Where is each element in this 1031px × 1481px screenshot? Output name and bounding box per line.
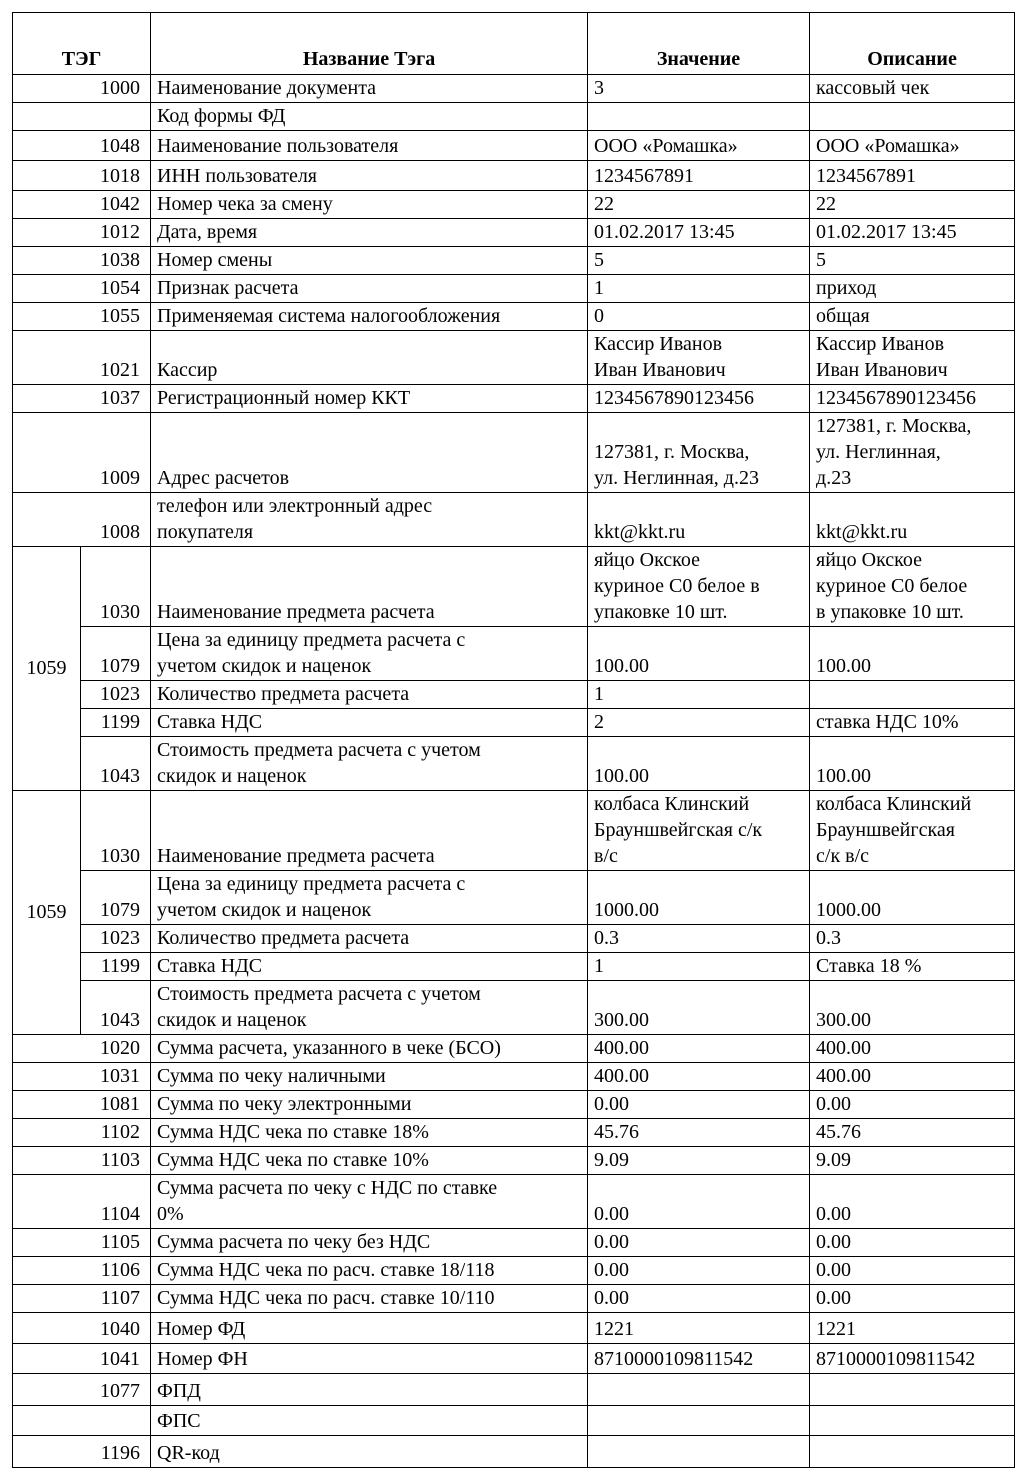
tag-value	[588, 1374, 810, 1406]
tag-description: Ставка 18 %	[810, 953, 1015, 981]
tag-number: 1104	[13, 1175, 151, 1229]
table-header-row	[13, 13, 1015, 75]
tag-name: Номер чека за смену	[151, 191, 588, 219]
tag-number: 1018	[13, 161, 151, 191]
tag-number: 1055	[13, 303, 151, 331]
tag-number: 1054	[13, 275, 151, 303]
tag-name: Сумма расчета по чеку с НДС по ставке 0%	[151, 1175, 588, 1229]
tag-number	[13, 1406, 151, 1436]
tag-number: 1000	[13, 75, 151, 103]
table-row	[13, 161, 1015, 191]
tag-description: 400.00	[810, 1063, 1015, 1091]
tag-value: 1	[588, 681, 810, 709]
tag-description	[810, 1374, 1015, 1406]
header-value: Значение	[588, 13, 810, 75]
tag-name: Сумма НДС чека по расч. ставке 18/118	[151, 1257, 588, 1285]
tag-value	[588, 103, 810, 131]
tag-description	[810, 681, 1015, 709]
table-row	[13, 303, 1015, 331]
tag-value: 0.3	[588, 925, 810, 953]
tag-name: Сумма по чеку наличными	[151, 1063, 588, 1091]
table-row	[13, 547, 1015, 627]
tag-name: Цена за единицу предмета расчета с учетом скидок и наценок	[151, 627, 588, 681]
tag-description: 8710000109811542	[810, 1344, 1015, 1374]
tag-description: 0.00	[810, 1091, 1015, 1119]
tag-value: 0	[588, 303, 810, 331]
tag-number: 1009	[13, 413, 151, 493]
tag-name: Сумма НДС чека по ставке 10%	[151, 1147, 588, 1175]
tag-name: Номер смены	[151, 247, 588, 275]
table-row	[13, 75, 1015, 103]
tag-value: 1221	[588, 1313, 810, 1344]
tag-value: kkt@kkt.ru	[588, 493, 810, 547]
header-description: Описание	[810, 13, 1015, 75]
table-row	[13, 1285, 1015, 1313]
table-row	[13, 247, 1015, 275]
table-row	[13, 1035, 1015, 1063]
tag-value: колбаса Клинский Брауншвейгская с/к в/с	[588, 791, 810, 871]
tag-description: яйцо Окское куриное С0 белое в упаковке 10 шт.	[810, 547, 1015, 627]
tag-name: Стоимость предмета расчета с учетом скидок и наценок	[151, 737, 588, 791]
tag-description: колбаса Клинский Брауншвейгская с/к в/с	[810, 791, 1015, 871]
tag-description: 300.00	[810, 981, 1015, 1035]
tag-number: 1079	[81, 871, 151, 925]
tag-description	[810, 1436, 1015, 1468]
tag-description: 400.00	[810, 1035, 1015, 1063]
tag-number: 1031	[13, 1063, 151, 1091]
tag-description	[810, 1406, 1015, 1436]
header-tag: ТЭГ	[13, 13, 151, 75]
tag-description: кассовый чек	[810, 75, 1015, 103]
tag-number: 1079	[81, 627, 151, 681]
tag-name: Адрес расчетов	[151, 413, 588, 493]
tag-description: 01.02.2017 13:45	[810, 219, 1015, 247]
tag-description	[810, 103, 1015, 131]
tag-name: Регистрационный номер ККТ	[151, 385, 588, 413]
tag-name: Кассир	[151, 331, 588, 385]
tag-name: ФПД	[151, 1374, 588, 1406]
tag-description: 0.3	[810, 925, 1015, 953]
table-row	[13, 925, 1015, 953]
tag-number: 1105	[13, 1229, 151, 1257]
tag-value: 8710000109811542	[588, 1344, 810, 1374]
tag-name: Наименование предмета расчета	[151, 791, 588, 871]
table-row	[13, 1257, 1015, 1285]
table-row	[13, 791, 1015, 871]
tag-value: 1234567891	[588, 161, 810, 191]
table-row	[13, 1374, 1015, 1406]
tag-number: 1008	[13, 493, 151, 547]
tag-description: 1234567890123456	[810, 385, 1015, 413]
tag-number: 1021	[13, 331, 151, 385]
tag-name: Номер ФД	[151, 1313, 588, 1344]
tag-name: Наименование документа	[151, 75, 588, 103]
tag-number: 1103	[13, 1147, 151, 1175]
tag-name: Наименование предмета расчета	[151, 547, 588, 627]
tag-number: 1106	[13, 1257, 151, 1285]
tag-description: 9.09	[810, 1147, 1015, 1175]
table-row	[13, 953, 1015, 981]
tag-name: Сумма расчета по чеку без НДС	[151, 1229, 588, 1257]
table-row	[13, 681, 1015, 709]
tag-value: 400.00	[588, 1063, 810, 1091]
tag-value: яйцо Окское куриное С0 белое в упаковке 10 шт.	[588, 547, 810, 627]
table-row	[13, 1344, 1015, 1374]
tag-name: QR-код	[151, 1436, 588, 1468]
table-row	[13, 1229, 1015, 1257]
tag-value: 1	[588, 953, 810, 981]
tag-name: Сумма НДС чека по расч. ставке 10/110	[151, 1285, 588, 1313]
table-row	[13, 191, 1015, 219]
tag-description: 0.00	[810, 1257, 1015, 1285]
table-row	[13, 1147, 1015, 1175]
tag-value: 0.00	[588, 1091, 810, 1119]
table-row	[13, 275, 1015, 303]
tag-number: 1023	[81, 925, 151, 953]
tag-number: 1012	[13, 219, 151, 247]
tag-name: Сумма НДС чека по ставке 18%	[151, 1119, 588, 1147]
table-row	[13, 981, 1015, 1035]
tag-description: 1000.00	[810, 871, 1015, 925]
tag-name: Ставка НДС	[151, 953, 588, 981]
table-row	[13, 1406, 1015, 1436]
group-tag-number: 1059	[13, 791, 81, 1035]
tag-value: 2	[588, 709, 810, 737]
tag-description: общая	[810, 303, 1015, 331]
table-row	[13, 1119, 1015, 1147]
tag-name: Номер ФН	[151, 1344, 588, 1374]
table-row	[13, 1313, 1015, 1344]
table-body	[13, 75, 1015, 1468]
tag-description: 1221	[810, 1313, 1015, 1344]
tag-number	[13, 103, 151, 131]
tag-name: ИНН пользователя	[151, 161, 588, 191]
tag-value: 01.02.2017 13:45	[588, 219, 810, 247]
tag-description: 127381, г. Москва, ул. Неглинная, д.23	[810, 413, 1015, 493]
tag-name: телефон или электронный адрес покупателя	[151, 493, 588, 547]
tag-number: 1199	[81, 709, 151, 737]
tag-number: 1041	[13, 1344, 151, 1374]
tag-value: 100.00	[588, 627, 810, 681]
tag-name: Количество предмета расчета	[151, 681, 588, 709]
tag-description: приход	[810, 275, 1015, 303]
tag-name: Наименование пользователя	[151, 131, 588, 161]
tag-value: 0.00	[588, 1257, 810, 1285]
tag-value: 300.00	[588, 981, 810, 1035]
fiscal-tags-table	[12, 12, 1015, 1468]
tag-number: 1042	[13, 191, 151, 219]
tag-value: 1000.00	[588, 871, 810, 925]
tag-value: 100.00	[588, 737, 810, 791]
table-row	[13, 1175, 1015, 1229]
tag-description: 1234567891	[810, 161, 1015, 191]
tag-number: 1048	[13, 131, 151, 161]
table-row	[13, 413, 1015, 493]
tag-name: Стоимость предмета расчета с учетом скидок и наценок	[151, 981, 588, 1035]
tag-name: Код формы ФД	[151, 103, 588, 131]
tag-value: 1	[588, 275, 810, 303]
tag-value: 5	[588, 247, 810, 275]
tag-number: 1043	[81, 737, 151, 791]
tag-value: 9.09	[588, 1147, 810, 1175]
tag-description: Кассир Иванов Иван Иванович	[810, 331, 1015, 385]
table-row	[13, 103, 1015, 131]
tag-value: 22	[588, 191, 810, 219]
tag-number: 1102	[13, 1119, 151, 1147]
table-row	[13, 219, 1015, 247]
tag-number: 1196	[13, 1436, 151, 1468]
tag-value: ООО «Ромашка»	[588, 131, 810, 161]
tag-name: Цена за единицу предмета расчета с учетом скидок и наценок	[151, 871, 588, 925]
tag-number: 1043	[81, 981, 151, 1035]
tag-description: 100.00	[810, 737, 1015, 791]
tag-number: 1037	[13, 385, 151, 413]
tag-value: Кассир Иванов Иван Иванович	[588, 331, 810, 385]
header-name: Название Тэга	[151, 13, 588, 75]
tag-number: 1038	[13, 247, 151, 275]
tag-description: ООО «Ромашка»	[810, 131, 1015, 161]
tag-name: Сумма расчета, указанного в чеке (БСО)	[151, 1035, 588, 1063]
tag-number: 1081	[13, 1091, 151, 1119]
tag-value: 45.76	[588, 1119, 810, 1147]
tag-number: 1107	[13, 1285, 151, 1313]
tag-name: Сумма по чеку электронными	[151, 1091, 588, 1119]
tag-value: 0.00	[588, 1229, 810, 1257]
tag-name: Ставка НДС	[151, 709, 588, 737]
table-row	[13, 1063, 1015, 1091]
table-row	[13, 131, 1015, 161]
tag-value: 127381, г. Москва, ул. Неглинная, д.23	[588, 413, 810, 493]
tag-value: 0.00	[588, 1285, 810, 1313]
tag-description: ставка НДС 10%	[810, 709, 1015, 737]
table-row	[13, 709, 1015, 737]
tag-name: Признак расчета	[151, 275, 588, 303]
tag-name: Применяемая система налогообложения	[151, 303, 588, 331]
table-row	[13, 385, 1015, 413]
tag-number: 1023	[81, 681, 151, 709]
table-row	[13, 871, 1015, 925]
table-row	[13, 331, 1015, 385]
tag-name: ФПС	[151, 1406, 588, 1436]
tag-value: 0.00	[588, 1175, 810, 1229]
group-tag-number: 1059	[13, 547, 81, 791]
tag-value: 1234567890123456	[588, 385, 810, 413]
tag-description: 100.00	[810, 627, 1015, 681]
table-row	[13, 737, 1015, 791]
tag-description: 45.76	[810, 1119, 1015, 1147]
receipt-tags-document	[12, 12, 1014, 1468]
tag-name: Дата, время	[151, 219, 588, 247]
table-row	[13, 627, 1015, 681]
tag-number: 1199	[81, 953, 151, 981]
tag-value	[588, 1436, 810, 1468]
table-row	[13, 1436, 1015, 1468]
tag-description: kkt@kkt.ru	[810, 493, 1015, 547]
tag-number: 1077	[13, 1374, 151, 1406]
tag-number: 1020	[13, 1035, 151, 1063]
tag-value	[588, 1406, 810, 1436]
tag-number: 1040	[13, 1313, 151, 1344]
table-row	[13, 493, 1015, 547]
tag-description: 0.00	[810, 1175, 1015, 1229]
tag-value: 400.00	[588, 1035, 810, 1063]
tag-value: 3	[588, 75, 810, 103]
tag-description: 0.00	[810, 1285, 1015, 1313]
tag-description: 0.00	[810, 1229, 1015, 1257]
tag-description: 5	[810, 247, 1015, 275]
table-row	[13, 1091, 1015, 1119]
tag-description: 22	[810, 191, 1015, 219]
tag-number: 1030	[81, 791, 151, 871]
tag-number: 1030	[81, 547, 151, 627]
tag-name: Количество предмета расчета	[151, 925, 588, 953]
